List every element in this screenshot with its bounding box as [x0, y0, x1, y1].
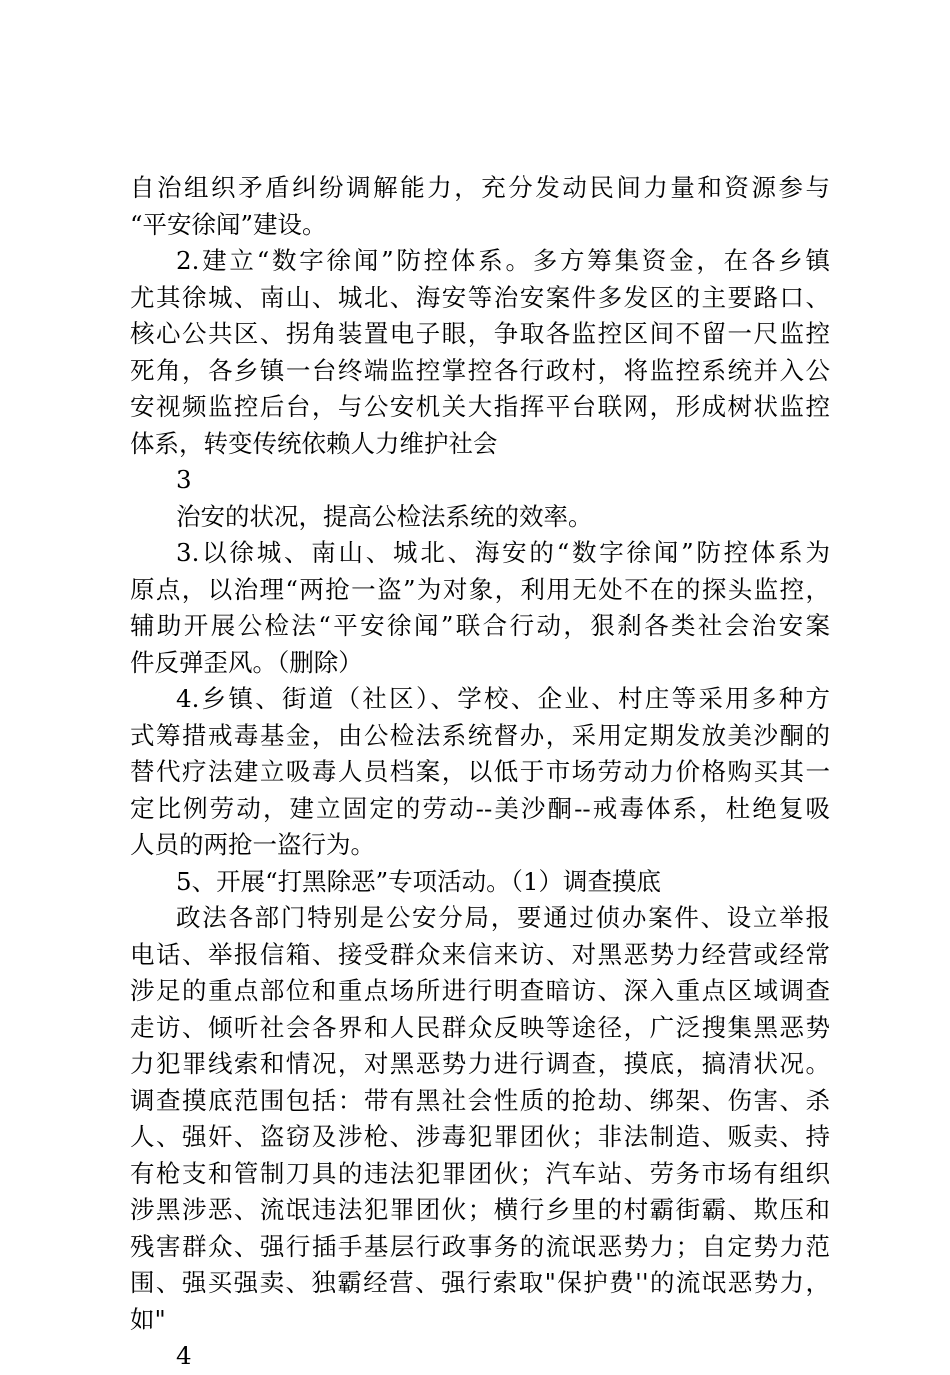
section-heading: 5、开展“打黑除恶”专项活动。（1）调查摸底 — [176, 866, 661, 896]
text-line: 走访、倾听社会各界和人民群众反映等途径，广泛搜集黑恶势 — [130, 1012, 830, 1042]
text-line: 人、强奸、盗窃及涉枪、涉毒犯罪团伙；非法制造、贩卖、持 — [130, 1122, 830, 1151]
text-line: 围、强买强卖、独霸经营、强行索取"保护费''的流氓恶势力， — [130, 1268, 830, 1297]
document-page — [130, 170, 830, 1375]
page-number: 4 — [176, 1341, 192, 1370]
text-line: 涉足的重点部位和重点场所进行明查暗访、深入重点区域调查 — [130, 976, 830, 1005]
text-line: 残害群众、强行插手基层行政事务的流氓恶势力；自定势力范 — [130, 1231, 830, 1261]
text-line: 自治组织矛盾纠纷调解能力，充分发动民间力量和资源参与 — [130, 173, 830, 202]
text-line: 定比例劳动，建立固定的劳动--美沙酮--戒毒体系，杜绝复吸 — [130, 793, 830, 823]
text-line: 力犯罪线索和情况，对黑恶势力进行调查，摸底，搞清状况。 — [130, 1049, 830, 1078]
text-line: 尤其徐城、南山、城北、海安等治安案件多发区的主要路口、 — [130, 282, 830, 312]
text-line: 治安的状况，提高公检法系统的效率。 — [176, 501, 593, 531]
text-line: 辅助开展公检法“平安徐闻”联合行动，狠刹各类社会治安案 — [130, 611, 830, 640]
text-line: 有枪支和管制刀具的违法犯罪团伙；汽车站、劳务市场有组织 — [130, 1158, 830, 1188]
text-line: 涉黑涉恶、流氓违法犯罪团伙；横行乡里的村霸街霸、欺压和 — [130, 1195, 830, 1224]
text-line: 调查摸底范围包括：带有黑社会性质的抢劫、绑架、伤害、杀 — [130, 1085, 830, 1115]
text-line: “平安徐闻”建设。 — [130, 209, 327, 239]
text-line: 核心公共区、拐角装置电子眼，争取各监控区间不留一尺监控 — [130, 319, 830, 348]
text-line: 3.以徐城、南山、城北、海安的“数字徐闻”防控体系为 — [176, 538, 830, 567]
text-line: 件反弹歪风。（删除） — [130, 647, 363, 677]
text-line: 人员的两抢一盗行为。 — [130, 830, 375, 859]
text-line: 式筹措戒毒基金，由公检法系统督办，采用定期发放美沙酮的 — [130, 720, 830, 750]
text-line: 如" — [130, 1304, 166, 1334]
text-line: 原点，以治理“两抢一盗”为对象，利用无处不在的探头监控， — [130, 574, 830, 604]
text-line: 安视频监控后台，与公安机关大指挥平台联网，形成树状监控 — [130, 392, 830, 421]
text-line: 电话、举报信箱、接受群众来信来访、对黑恶势力经营或经常 — [130, 939, 830, 969]
text-line: 4.乡镇、街道（社区）、学校、企业、村庄等采用多种方 — [176, 684, 830, 713]
text-line: 政法各部门特别是公安分局，要通过侦办案件、设立举报 — [176, 903, 830, 932]
text-line: 死角，各乡镇一台终端监控掌控各行政村，将监控系统并入公 — [130, 355, 830, 385]
text-line: 2.建立“数字徐闻”防控体系。多方筹集资金，在各乡镇 — [176, 246, 830, 275]
page-number: 3 — [176, 465, 192, 494]
text-line: 替代疗法建立吸毒人员档案，以低于市场劳动力价格购买其一 — [130, 757, 830, 786]
text-line: 体系，转变传统依赖人力维护社会 — [130, 428, 498, 458]
